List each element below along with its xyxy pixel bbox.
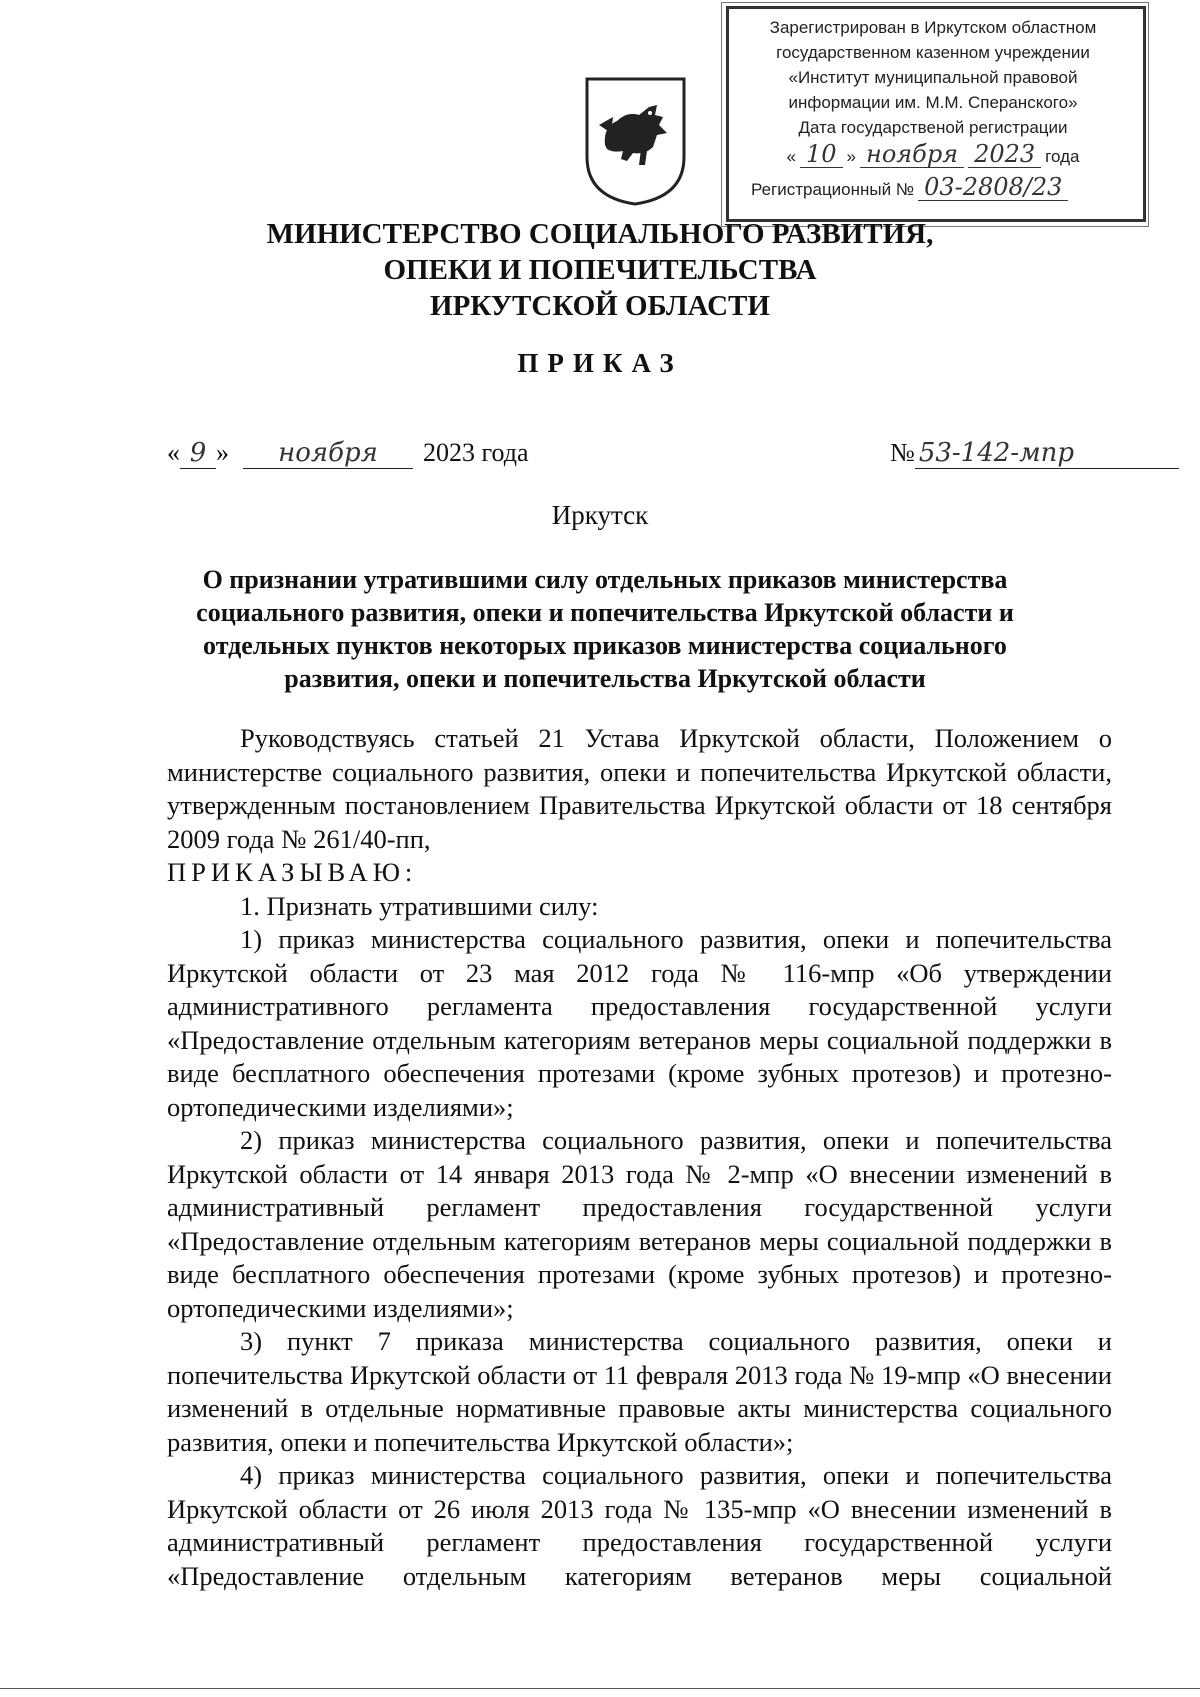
- stamp-date-day: 10: [800, 142, 843, 168]
- ministry-name-line-1: МИНИСТЕРСТВО СОЦИАЛЬНОГО РАЗВИТИЯ,: [266, 218, 934, 250]
- stamp-line: информации им. М.М. Сперанского»: [788, 93, 1078, 112]
- stamp-date-close: »: [846, 147, 857, 166]
- clause-1-item-1: 1) приказ министерства социального развития, опеки и попечительства Иркутской области от 23 мая 2012 года № 116-мпр «Об утверждении административного регламента предоставления государственной услуги «Предоставление отдельным категориям ветеранов меры социальной поддержки в виде бесплатного обеспечения протезами (кроме зубных протезов) и протезно-ортопедическими изделиями»;: [167, 924, 1112, 1122]
- stamp-date-suffix: года: [1045, 147, 1080, 166]
- registration-stamp: [726, 6, 1146, 222]
- stamp-reg-label: Регистрационный №: [751, 180, 915, 199]
- stamp-date-year: 2023: [968, 142, 1041, 168]
- document-body: [167, 722, 1112, 1593]
- document-title: О признании утратившими силу отдельных приказов министерства социального развития, опеки и попечительства Иркутской области и отдельных пунктов некоторых приказов министерства социального развития, опеки и попечительства Иркутской области: [196, 565, 1014, 693]
- date-open-quote: «: [167, 438, 180, 467]
- document-type: ПРИКАЗ: [517, 348, 683, 378]
- coat-of-arms-icon: [583, 75, 688, 207]
- clause-1-item-3: 3) пункт 7 приказа министерства социального развития, опеки и попечительства Иркутской области от 11 февраля 2013 года № 19-мпр «О внесении изменений в отдельные нормативные правовые акты министерства социального развития, опеки и попечительства Иркутской области»;: [167, 1326, 1112, 1457]
- number-label: №: [890, 438, 915, 467]
- stamp-date-open: «: [786, 147, 796, 166]
- stamp-date-month: ноября: [860, 142, 964, 168]
- number-value: 53-142-мпр: [915, 438, 1179, 469]
- order-number: [890, 438, 1179, 469]
- stamp-line: Дата государственой регистрации: [798, 118, 1068, 137]
- stamp-line: государственном казенном учреждении: [776, 43, 1090, 62]
- date-day: 9: [180, 438, 216, 469]
- ministry-name-line-3: ИРКУТСКОЙ ОБЛАСТИ: [430, 290, 770, 322]
- intro-paragraph: Руководствуясь статьей 21 Устава Иркутской области, Положением о министерстве социального развития, опеки и попечительства Иркутской области, утвержденным постановлением Правительства Иркутской области от 18 сентября 2009 года № 261/40-пп,: [167, 723, 1112, 854]
- date-year: 2023 года: [423, 438, 529, 467]
- stamp-line: Зарегистрирован в Иркутском областном: [769, 18, 1097, 37]
- stamp-reg-number: 03-2808/23: [918, 175, 1068, 201]
- city: Иркутск: [551, 500, 649, 530]
- ministry-name-line-2: ОПЕКИ И ПОПЕЧИТЕЛЬСТВА: [383, 254, 817, 286]
- order-word: ПРИКАЗЫВАЮ:: [167, 857, 418, 887]
- stamp-line: «Институт муниципальной правовой: [788, 68, 1078, 87]
- order-date: [167, 438, 529, 469]
- clause-1: 1. Признать утратившими силу:: [240, 890, 599, 921]
- date-month: ноября: [243, 438, 413, 469]
- date-close-quote: »: [216, 438, 229, 467]
- stamp-date: [729, 142, 1137, 169]
- stamp-registration: [729, 175, 1137, 202]
- page-bottom-rule: [0, 1688, 1200, 1689]
- clause-1-item-4: 4) приказ министерства социального развития, опеки и попечительства Иркутской области от 26 июля 2013 года № 135-мпр «О внесении изменений в административный регламент предоставления государственной услуги «Предоставление отдельным категориям ветеранов меры социальной: [167, 1460, 1112, 1591]
- clause-1-item-2: 2) приказ министерства социального развития, опеки и попечительства Иркутской области от 14 января 2013 года № 2-мпр «О внесении изменений в административный регламент предоставления государственной услуги «Предоставление отдельным категориям ветеранов меры социальной поддержки в виде бесплатного обеспечения протезами (кроме зубных протезов) и протезно-ортопедическими изделиями»;: [167, 1125, 1112, 1323]
